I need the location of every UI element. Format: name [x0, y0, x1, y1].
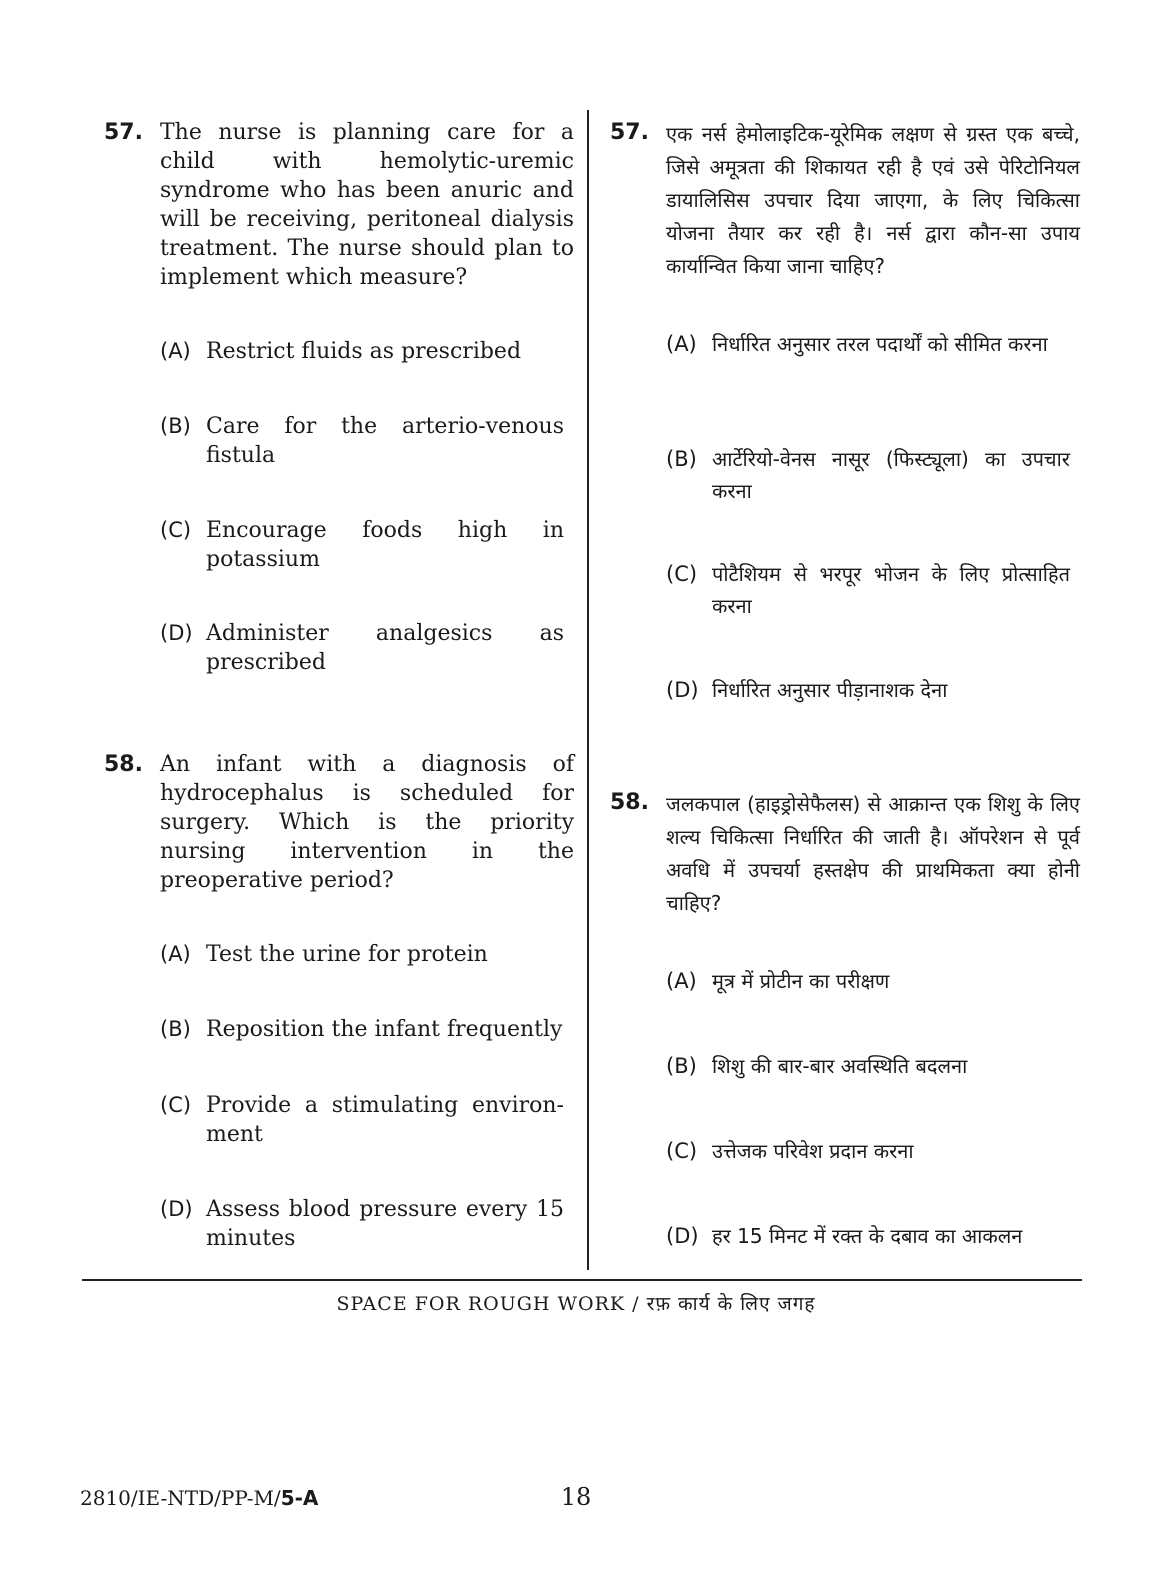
question-57-en	[104, 118, 574, 292]
option-label: (D)	[160, 621, 193, 645]
option-d[interactable]	[160, 619, 564, 677]
question-58-hi	[610, 788, 1080, 920]
option-b[interactable]	[160, 412, 564, 470]
option-text: Encourage foods high in potassium	[206, 518, 564, 572]
option-label: (D)	[666, 678, 699, 702]
question-number: 57.	[610, 120, 649, 145]
question-text: The nurse is planning care for a child with hemolytic-uremic syndrome who has been anuric and will be receiving, peritoneal dialysis treatment. The nurse should plan to implement which measure?	[160, 120, 574, 290]
question-number: 58.	[104, 752, 143, 777]
option-text: निर्धारित अनुसार पीड़ानाशक देना	[712, 678, 948, 702]
option-label: (A)	[160, 339, 191, 363]
question-text: एक नर्स हेमोलाइटिक-यूरेमिक लक्षण से ग्रस्त एक बच्चे, जिसे अमूत्रता की शिकायत रही है एवं उसे पेरिटोनियल डायालिसिस उपचार दिया जाएगा, के लिए चिकित्सा योजना तैयार कर रही है। नर्स द्वारा कौन-सा उपाय कार्यान्वित किया जाना चाहिए?	[666, 122, 1080, 278]
column-divider	[587, 110, 589, 1270]
option-label: (D)	[160, 1197, 193, 1221]
paper-code-set: 5-A	[280, 1486, 319, 1510]
footer-divider	[82, 1279, 1082, 1281]
option-text: पोटैशियम से भरपूर भोजन के लिए प्रोत्साहित करना	[712, 562, 1070, 618]
option-label: (D)	[666, 1224, 699, 1248]
option-text: Reposition the infant frequently	[206, 1017, 563, 1042]
option-c[interactable]	[160, 1091, 564, 1149]
option-text: शिशु की बार-बार अवस्थिति बदलना	[712, 1054, 968, 1078]
option-a[interactable]	[160, 940, 564, 969]
option-text: Administer analgesics as prescribed	[206, 621, 564, 675]
option-c[interactable]	[666, 1135, 1070, 1167]
question-57-hi	[610, 118, 1080, 283]
question-text: जलकपाल (हाइड्रोसेफैलस) से आक्रान्त एक शिशु के लिए शल्य चिकित्सा निर्धारित की जाती है। ऑपरेशन से पूर्व अवधि में उपचर्या हस्तक्षेप की प्राथमिकता क्या होनी चाहिए?	[666, 792, 1080, 915]
option-label: (C)	[160, 1093, 192, 1117]
question-number: 58.	[610, 790, 649, 815]
option-text: Care for the arterio-venous fistula	[206, 414, 564, 468]
option-text: हर 15 मिनट में रक्त के दबाव का आकलन	[712, 1224, 1023, 1248]
paper-code-prefix: 2810/IE-NTD/PP-M/	[80, 1486, 281, 1510]
option-d[interactable]	[666, 674, 1070, 706]
option-label: (C)	[666, 562, 698, 586]
option-label: (C)	[666, 1139, 698, 1163]
option-a[interactable]	[666, 965, 1070, 997]
option-text: आर्टेरियो-वेनस नासूर (फिस्ट्यूला) का उपचार करना	[712, 447, 1070, 503]
option-label: (A)	[666, 969, 697, 993]
option-text: मूत्र में प्रोटीन का परीक्षण	[712, 969, 890, 993]
option-label: (A)	[160, 942, 191, 966]
option-a[interactable]	[160, 337, 564, 366]
option-text: Test the urine for protein	[206, 942, 488, 967]
option-text: Provide a stimulating environ-ment	[206, 1093, 564, 1147]
option-d[interactable]	[666, 1220, 1070, 1252]
option-text: निर्धारित अनुसार तरल पदार्थों को सीमित करना	[712, 332, 1048, 356]
option-label: (A)	[666, 332, 697, 356]
question-58-en	[104, 750, 574, 895]
option-d[interactable]	[160, 1195, 564, 1253]
option-c[interactable]	[666, 558, 1070, 622]
option-label: (B)	[666, 447, 697, 471]
option-text: Assess blood pressure every 15 minutes	[206, 1197, 564, 1251]
question-number: 57.	[104, 120, 143, 145]
option-b[interactable]	[160, 1015, 564, 1044]
option-label: (B)	[160, 1017, 191, 1041]
option-text: Restrict fluids as prescribed	[206, 339, 522, 364]
option-b[interactable]	[666, 443, 1070, 507]
option-label: (B)	[666, 1054, 697, 1078]
option-a[interactable]	[666, 328, 1070, 360]
question-text: An infant with a diagnosis of hydrocephalus is scheduled for surgery. Which is the priority nursing intervention in the preoperative period?	[160, 752, 574, 893]
page-number: 18	[560, 1483, 592, 1511]
option-label: (C)	[160, 518, 192, 542]
option-c[interactable]	[160, 516, 564, 574]
rough-work-label: SPACE FOR ROUGH WORK / रफ़ कार्य के लिए जगह	[336, 1293, 816, 1315]
option-b[interactable]	[666, 1050, 1070, 1082]
option-text: उत्तेजक परिवेश प्रदान करना	[712, 1139, 914, 1163]
option-label: (B)	[160, 414, 191, 438]
